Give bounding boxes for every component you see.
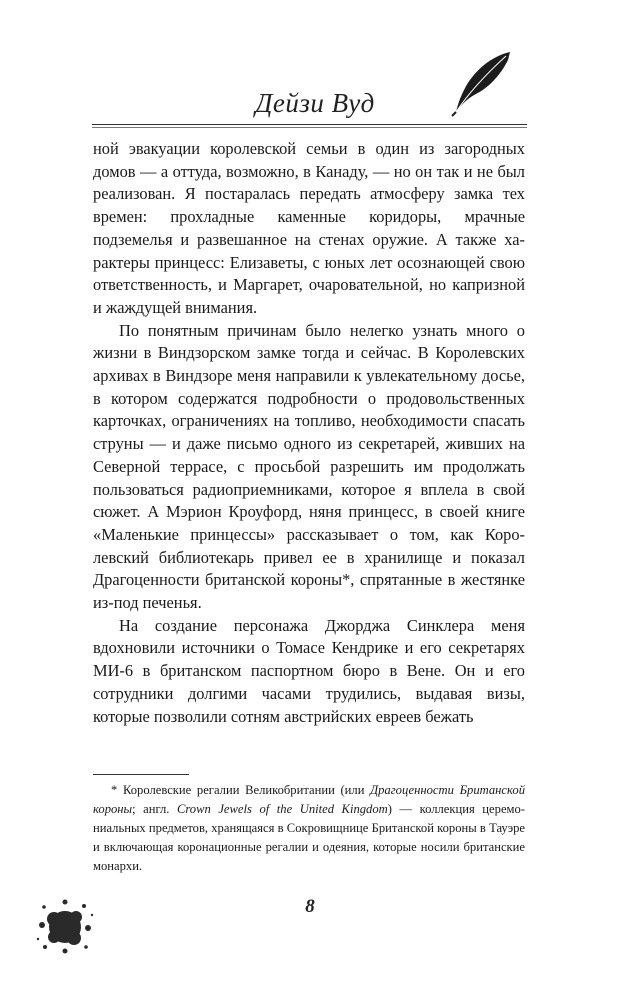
running-header [0, 0, 619, 130]
author-name: Дейзи Вуд [255, 88, 375, 118]
footnote-text: * Королевские регалии Великобритании (или [111, 783, 371, 797]
ink-splat-icon [34, 895, 96, 957]
header-divider [92, 124, 527, 125]
footnote-english-term: Crown Jewels of the United Kingdom [176, 802, 388, 816]
footnote-text: ) — коллекция церемониальных предметов, хранящаяся в Сокровищнице Британской короны в Тауэре и включающая коронационные регалии и одеяния, которые носили британские монархи. [93, 802, 525, 873]
footnote [93, 781, 525, 876]
paragraph: По понятным причинам было нелегко узнать много о жизни в Виндзорском замке тогда и сейчас. В Королевских архивах в Виндзоре меня направили к увлекательному досье, в котором содержатся подробности о продовольственных карточках, ограничениях на топливо, необходимости спасать струны — и даже письмо одного из секретарей, живших на Северной террасе, с просьбой разрешить им продолжать пользоваться радиоприемниками, которое я вплела в свой сюжет. А Мэрион Кроуфорд, няня принцесс, в своей книге «Маленькие принцессы» рассказывает о том, как Королевский библиотекарь привел ее в хранилище и показал Драгоценности британской короны*, спрятанные в жестянке из-под печенья. [93, 320, 525, 613]
footnote-italic-term: Драгоценности Британской короны [93, 783, 525, 816]
page-number: 8 [305, 896, 315, 917]
footnote-text: ; англ. [132, 802, 177, 816]
feather-quill-icon [448, 48, 518, 118]
main-text [93, 138, 525, 728]
header-divider-secondary [92, 127, 527, 128]
paragraph: ной эвакуации королевской семьи в один из загородных домов — а оттуда, возможно, в Канаду, — но он так и не был реализован. Я постаралась передать атмосферу замка тех времен: прохладные каменные коридоры, мрачные подземелья и развешанное на стенах оружие. А также характеры принцесс: Елизаветы, с юных лет осознающей свою ответственность, и Маргарет, очаровательной, но капризной и жаждущей внимания. [93, 139, 525, 317]
footnote-divider [93, 774, 189, 775]
paragraph: На создание персонажа Джорджа Синклера меня вдохновили источники о Томасе Кендрике и его секретарях МИ-6 в британском паспортном бюро в Вене. Он и его сотрудники долгими часами трудились, выдавая визы, которые позволили сотням австрийских евреев бежать [93, 615, 525, 726]
